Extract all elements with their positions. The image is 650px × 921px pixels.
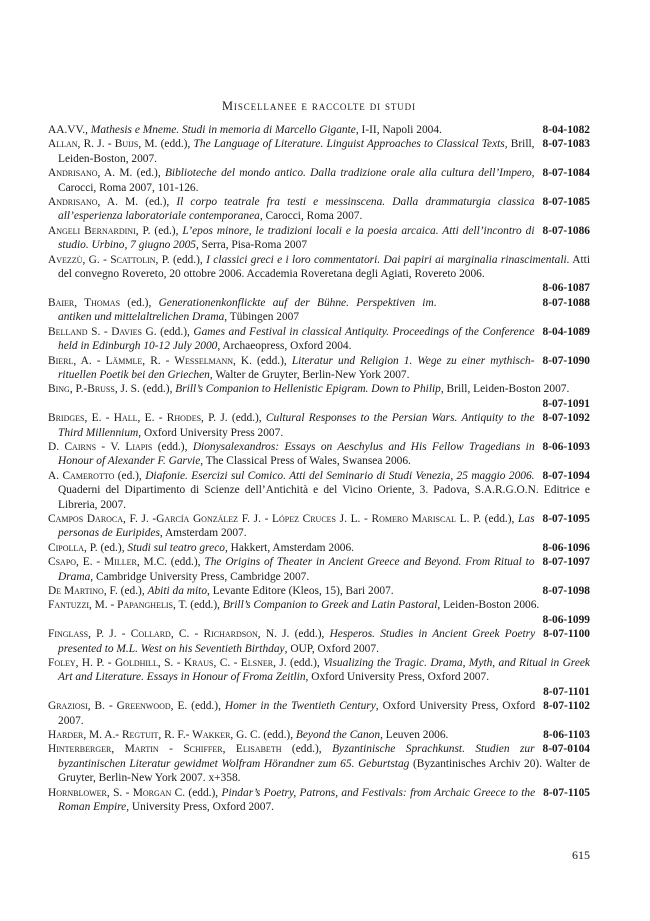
entry-title: The Language of Literature. Linguist Approaches to Classical Texts <box>193 138 505 151</box>
entry-separator: (edd.), <box>289 628 330 641</box>
entry-publication: , Hakkert, Amsterdam 2006. <box>224 541 355 554</box>
entry-title: Mathesis e Mneme. Studi in memoria di Marcello Gigante <box>90 124 356 136</box>
entry-authors: Belland S. - Davies G. <box>48 325 157 338</box>
entry-code: 8-06-1093 <box>542 440 590 453</box>
entry-title: Homer in the Twentieth Century <box>224 700 376 713</box>
entry-title: Dionysalexandros: Essays on Aeschylus and His Fellow Tragedians in Honour of Alexander F. Garvie <box>58 440 535 468</box>
entry-code: 8-07-1083 <box>542 138 590 151</box>
bibliography-entry <box>48 137 590 166</box>
bibliography-entry <box>48 656 590 699</box>
bibliography-entry <box>48 195 590 224</box>
entry-authors: AA.VV. <box>48 124 86 136</box>
entry-authors: Bierl, A. - Lämmle, R. - Wesselmann, K. <box>48 354 253 367</box>
bibliography-entry <box>48 627 590 656</box>
entry-authors: Campos Daroca, F. J. -García González F. J. - López Cruces J. L. - Romero Mariscal L. P. <box>48 512 482 525</box>
entry-title: Pindar’s Poetry, Patrons, and Festivals: from Archaic Greece to the Roman Empire <box>58 786 536 814</box>
entry-title: L’epos minore, le tradizioni locali e la poesia arcaica. Atti dell’incontro di studio. Urbino, 7 giugno 2005 <box>58 224 535 252</box>
entry-code: 8-07-1086 <box>542 224 590 237</box>
entry-authors: Fantuzzi, M. - Papanghelis, T. <box>48 599 188 612</box>
entry-title: Games and Festival in classical Antiquity. Proceedings of the Conference held in Edinburgh 10-12 July 2000 <box>58 325 535 353</box>
entry-separator: (ed.), <box>117 585 148 597</box>
entry-publication: , Carocci, Roma 2007. <box>259 210 363 223</box>
entry-code: 8-07-1100 <box>543 628 590 641</box>
entry-code: 8-07-1091 <box>542 397 590 410</box>
entry-publication: , Tübingen 2007 <box>224 311 300 324</box>
entry-separator: (ed.), <box>97 541 128 554</box>
bibliography-entry <box>48 728 590 742</box>
entry-title: The Origins of Theater in Ancient Greece and Beyond. From Ritual to Drama <box>58 556 535 583</box>
entry-authors: A. Camerotto <box>48 469 115 482</box>
entry-authors: Baier, Thomas <box>48 296 121 309</box>
bibliography-entry <box>48 742 590 785</box>
entry-authors: Graziosi, B. - Greenwood, E. <box>48 700 188 713</box>
entry-separator: (edd.), <box>187 599 223 612</box>
entry-title: Il corpo teatrale fra testi e messinscena. Dalla drammaturgia classica all’esperienza laboratoriale contemporanea <box>58 196 535 223</box>
stray-dot: . <box>433 296 437 309</box>
entry-title: Beyond the Canon <box>295 729 381 742</box>
entry-title: Diafonie. Esercizi sul Comico. Atti del Seminario di Studi Venezia, 25 maggio 2006. <box>145 469 535 482</box>
bibliography-entry <box>48 598 590 627</box>
bibliography-entry <box>48 555 590 584</box>
entry-publication: , The Classical Press of Wales, Swansea 2006. <box>200 455 411 468</box>
entry-title: Visualizing the Tragic. Drama, Myth, and Ritual in Greek Art and Literature. Essays in Honour of Froma Zeitlin <box>58 657 590 684</box>
entry-title: Cultural Responses to the Persian Wars. Antiquity to the Third Millennium <box>58 412 535 439</box>
entry-separator: (edd.), <box>227 412 266 425</box>
entry-separator: (edd.), <box>156 325 194 338</box>
entry-publication: , Oxford University Press 2007. <box>138 426 284 439</box>
entry-publication: , Brill, Leiden-Boston, 2007. <box>58 138 535 165</box>
bibliography-entry <box>48 354 590 383</box>
entry-code: 8-06-1103 <box>543 729 590 742</box>
bibliography-entry <box>48 512 590 541</box>
entry-publication: , University Press, Oxford 2007. <box>126 801 274 814</box>
bibliography-entry <box>48 440 590 469</box>
entry-code: 8-07-1101 <box>543 685 590 698</box>
entry-separator: (edd.), <box>166 556 205 569</box>
entry-authors: Bridges, E. - Hall, E. - Rhodes, P. J. <box>48 412 228 425</box>
entry-authors: Andrisano, A. M. <box>48 196 139 209</box>
entry-authors: Allan, R. J. - Buijs, M. <box>48 138 158 151</box>
entry-publication: , Serra, Pisa-Roma 2007 <box>195 239 308 252</box>
entry-authors: D. Cairns - V. Liapis <box>48 440 153 453</box>
entry-separator: (ed.), <box>120 296 159 309</box>
entry-authors: Csapo, E. - Miller, M.C. <box>48 556 167 569</box>
entry-separator: (edd.), <box>260 729 296 742</box>
entry-code: 8-07-1102 <box>543 700 590 713</box>
entry-publication: , Leiden-Boston 2006. <box>437 599 540 612</box>
entry-title: I classici greci e i loro commentatori. Dai papiri ai marginalia rinascimentali. <box>206 253 570 266</box>
entry-authors: Finglass, P. J. - Collard, C. - Richardson, N. J. <box>48 628 290 641</box>
entry-separator: (ed.), <box>114 469 146 482</box>
bibliography-list <box>48 123 590 815</box>
bibliography-entry <box>48 699 590 728</box>
entry-publication: (Byzantinisches Archiv 20). Walter de Gruyter, Berlin-New York 2007. x+358. <box>58 757 590 785</box>
entry-code: 8-06-1087 <box>542 282 590 295</box>
entry-separator: (edd.), <box>281 743 333 756</box>
entry-publication: Atti del convegno Rovereto, 20 ottobre 2006. Accademia Roveretana degli Agiati, Rovereto 2006. <box>58 253 590 281</box>
entry-title: Studi sul teatro greco <box>127 541 225 554</box>
entry-publication: , Levante Editore (Kleos, 15), Bari 2007. <box>207 585 394 597</box>
entry-authors: Harder, M. A.- Regtuit, R. F.- Wakker, G. C. <box>48 729 261 742</box>
bibliography-entry <box>48 382 590 411</box>
bibliography-entry <box>48 325 590 354</box>
entry-authors: Foley, H. P. - Goldhill, S. - Kraus, C. - Elsner, J. <box>48 657 287 670</box>
entry-separator: (ed.), <box>138 196 177 209</box>
entry-code: 8-04-1089 <box>542 325 590 338</box>
entry-code: 8-07-1098 <box>542 585 590 597</box>
bibliography-entry <box>48 123 590 137</box>
entry-publication: , Amsterdam 2007. <box>159 527 247 540</box>
bibliography-entry <box>48 469 590 512</box>
entry-code: 8-04-1082 <box>542 124 590 136</box>
entry-title: Brill’s Companion to Hellenistic Epigram. Down to Philip <box>175 383 441 396</box>
entry-separator: (ed.), <box>150 224 183 237</box>
entry-separator: (edd.), <box>139 383 176 396</box>
entry-publication: , I-II, Napoli 2004. <box>355 124 442 136</box>
entry-publication: , Walter de Gruyter, Berlin-New York 2007. <box>209 368 410 381</box>
entry-authors: Andrisano, A. M. <box>48 167 133 180</box>
bibliography-entry <box>48 411 590 440</box>
entry-separator: (edd.), <box>169 253 207 266</box>
entry-authors: Hornblower, S. - Morgan C. <box>48 786 186 799</box>
bibliography-entry <box>48 786 590 815</box>
entry-code: 8-07-1090 <box>542 354 590 367</box>
entry-title: Biblioteche del mondo antico. Dalla tradizione orale alla cultura dell’Impero <box>164 167 532 180</box>
entry-authors: Hinterberger, Martin - Schiffer, Elisabeth <box>48 743 282 756</box>
bibliography-entry <box>48 296 590 325</box>
bibliography-entry <box>48 253 590 296</box>
entry-separator: (ed.), <box>132 167 165 180</box>
entry-code: 8-06-1099 <box>542 613 590 626</box>
entry-authors: Cipolla, P. <box>48 541 98 554</box>
page-number: 615 <box>572 848 590 862</box>
entry-publication: Quaderni del Dipartimento di Scienze dell’Antichità e del Vicino Oriente, 3. Padova, S.A.R.G.O.N. Editrice e Libreria, 2007. <box>58 484 590 511</box>
entry-code: 8-07-1085 <box>542 196 590 209</box>
entry-code: 8-07-1097 <box>542 556 590 569</box>
section-heading: Miscellanee e raccolte di studi <box>222 99 416 114</box>
entry-title: Hesperos. Studies in Ancient Greek Poetry presented to M.L. West on his Seventieth Birthday <box>58 628 536 655</box>
entry-publication: , OUP, Oxford 2007. <box>284 642 379 655</box>
entry-publication: , Oxford University Press, Oxford 2007. <box>58 700 536 727</box>
entry-code: 8-06-1096 <box>542 541 590 554</box>
entry-publication: , Leuven 2006. <box>380 729 449 742</box>
entry-authors: Angeli Bernardini, P. <box>48 224 151 237</box>
bibliography-entry <box>48 224 590 253</box>
entry-separator: (edd.), <box>152 440 193 453</box>
entry-separator: (edd.), <box>187 700 225 713</box>
entry-title: Abiti da mito <box>147 585 208 597</box>
entry-title: Brill’s Companion to Greek and Latin Pastoral <box>222 599 438 612</box>
entry-authors: Avezzù, G. - Scattolin, P. <box>48 253 170 266</box>
entry-title: Generationenkonflickte auf der Bühne. Perspektiven im antiken und mittelaltrelichen Drama <box>58 296 434 324</box>
entry-code: 8-07-1105 <box>543 786 590 799</box>
bibliography-entry <box>48 541 590 555</box>
entry-publication: , Cambridge University Press, Cambridge 2007. <box>90 570 310 583</box>
entry-title: Literatur und Religion 1. Wege zu einer mythisch-rituellen Poetik bei den Griechen <box>58 354 535 381</box>
entry-separator: , <box>85 124 91 136</box>
entry-publication: , Carocci, Roma 2007, 101-126. <box>58 167 535 194</box>
entry-title: Byzantinische Sprachkunst. Studien zur byzantinischen Literatur gewidmet Wolfram Hörandner zum 65. Geburtstag <box>58 743 535 770</box>
entry-code: 8-07-0104 <box>542 743 590 756</box>
entry-authors: De Martino, F. <box>48 585 118 597</box>
entry-separator: (edd.), <box>481 512 519 525</box>
entry-code: 8-07-1095 <box>542 512 590 525</box>
entry-authors: Bing, P.-Bruss, J. S. <box>48 383 140 396</box>
entry-code: 8-07-1092 <box>542 412 590 425</box>
entry-code: 8-07-1094 <box>542 469 590 482</box>
entry-separator: (edd.), <box>252 354 292 367</box>
entry-publication: , Brill, Leiden-Boston 2007. <box>440 383 570 396</box>
entry-separator: (edd.), <box>185 786 222 799</box>
entry-publication: , Oxford University Press, Oxford 2007. <box>305 671 490 684</box>
entry-separator: (edd.), <box>157 138 194 151</box>
entry-separator: (edd.), <box>286 657 324 670</box>
entry-code: 8-07-1084 <box>542 167 590 180</box>
bibliography-entry <box>48 166 590 195</box>
entry-publication: , Archaeopress, Oxford 2004. <box>217 340 352 353</box>
entry-code: 8-07-1088 <box>542 296 590 309</box>
entry-title: Las personas de Euripides <box>58 512 535 540</box>
bibliography-entry <box>48 584 590 598</box>
